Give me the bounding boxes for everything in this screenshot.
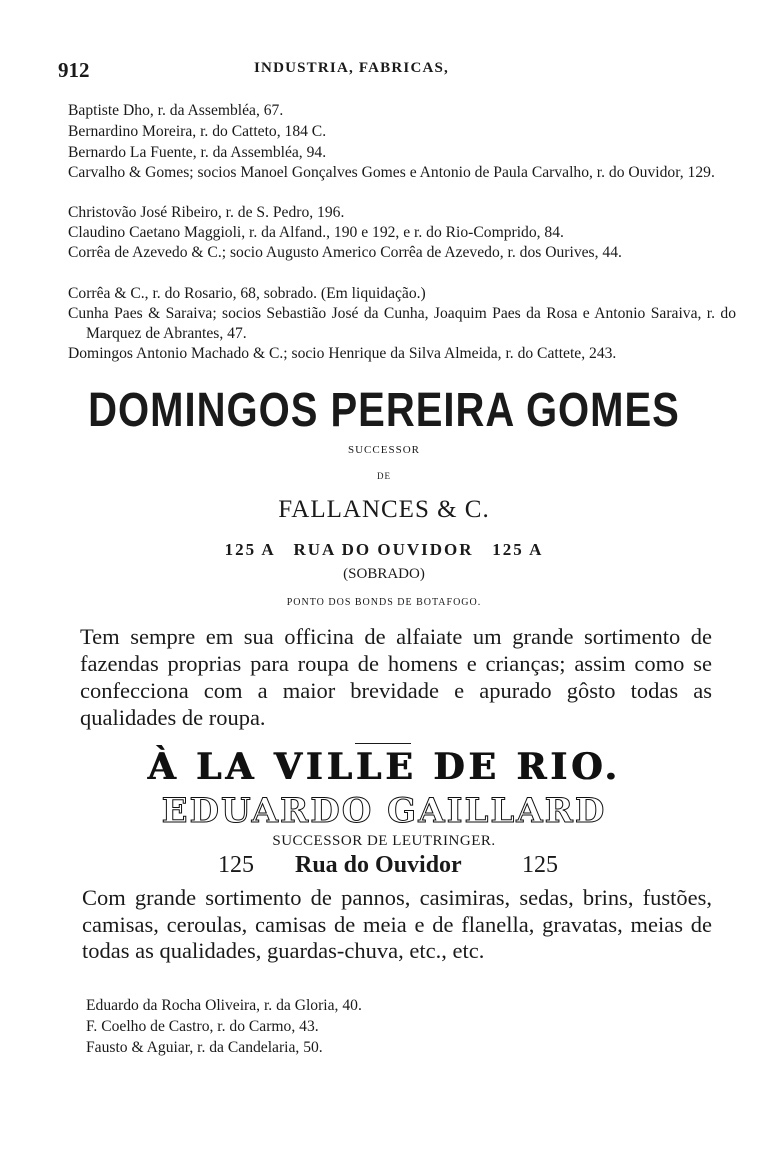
ad2-owner: EDUARDO GAILLARD bbox=[161, 791, 607, 831]
divider-rule bbox=[355, 743, 411, 744]
ad1-floor: (SOBRADO) bbox=[343, 566, 425, 582]
ad1-successor-label: SUCCESSOR bbox=[348, 444, 420, 456]
listing-entry: Baptiste Dho, r. da Assembléa, 67. bbox=[68, 102, 284, 119]
listing-entry: Bernardino Moreira, r. do Catteto, 184 C. bbox=[68, 123, 327, 140]
page-number: 912 bbox=[58, 58, 90, 82]
page-header bbox=[58, 58, 718, 84]
ad1-name: DOMINGOS PEREIRA GOMES bbox=[88, 384, 680, 437]
ad2-number-right: 125 bbox=[522, 852, 558, 878]
ad2-successor-line: SUCCESSOR DE LEUTRINGER. bbox=[272, 833, 496, 849]
ad1-de-label: DE bbox=[377, 471, 391, 481]
running-title: INDUSTRIA, FABRICAS, bbox=[254, 60, 449, 76]
ad2-address bbox=[0, 852, 768, 884]
ad1-address: 125 A RUA DO OUVIDOR 125 A bbox=[224, 540, 544, 559]
listing-entry: Bernardo La Fuente, r. da Assembléa, 94. bbox=[68, 144, 327, 161]
listing-entry: Claudino Caetano Maggioli, r. da Alfand., 190 e 192, e r. do Rio-Comprido, 84. bbox=[68, 224, 564, 241]
ad2-description: Com grande sortimento de pannos, casimiras, sedas, brins, fustões, camisas, ceroulas, camisas de meia e de flanella, gravatas, meias de todas as qualidades, guardas-chuva, etc., etc. bbox=[82, 885, 712, 963]
listing-entry: Christovão José Ribeiro, r. de S. Pedro, 196. bbox=[68, 204, 345, 221]
footer-listing: Fausto & Aguiar, r. da Candelaria, 50. bbox=[86, 1039, 323, 1056]
ad1-predecessor: FALLANCES & C. bbox=[278, 496, 490, 523]
ad2-shop-name: À LA VILLE DE RIO. bbox=[147, 746, 621, 788]
ad2-number-left: 125 bbox=[218, 852, 254, 878]
listing-entry: Corrêa & C., r. do Rosario, 68, sobrado. (Em liquidação.) bbox=[68, 285, 426, 302]
listing-entry: Corrêa de Azevedo & C.; socio Augusto Americo Corrêa de Azevedo, r. dos Ourives, 44. bbox=[68, 244, 622, 261]
footer-listing: Eduardo da Rocha Oliveira, r. da Gloria, 40. bbox=[86, 997, 362, 1014]
ad2-street: Rua do Ouvidor bbox=[295, 852, 462, 878]
listing-entry: Cunha Paes & Saraiva; socios Sebastião José da Cunha, Joaquim Paes da Rosa e Antonio Saraiva, r. do Marquez de Abrantes, 47. bbox=[68, 305, 736, 342]
footer-listing: F. Coelho de Castro, r. do Carmo, 43. bbox=[86, 1018, 319, 1035]
listing-entry: Domingos Antonio Machado & C.; socio Henrique da Silva Almeida, r. do Cattete, 243. bbox=[68, 345, 617, 362]
ad1-description: Tem sempre em sua officina de alfaiate um grande sortimento de fazendas proprias para roupa de homens e crianças; assim como se confecciona com a maior brevidade e apurado gôsto todas as qualidades de roupa. bbox=[80, 624, 712, 730]
listing-entry: Carvalho & Gomes; socios Manoel Gonçalves Gomes e Antonio de Paula Carvalho, r. do Ouvidor, 129. bbox=[68, 164, 715, 181]
ad1-note: PONTO DOS BONDS DE BOTAFOGO. bbox=[286, 597, 482, 608]
